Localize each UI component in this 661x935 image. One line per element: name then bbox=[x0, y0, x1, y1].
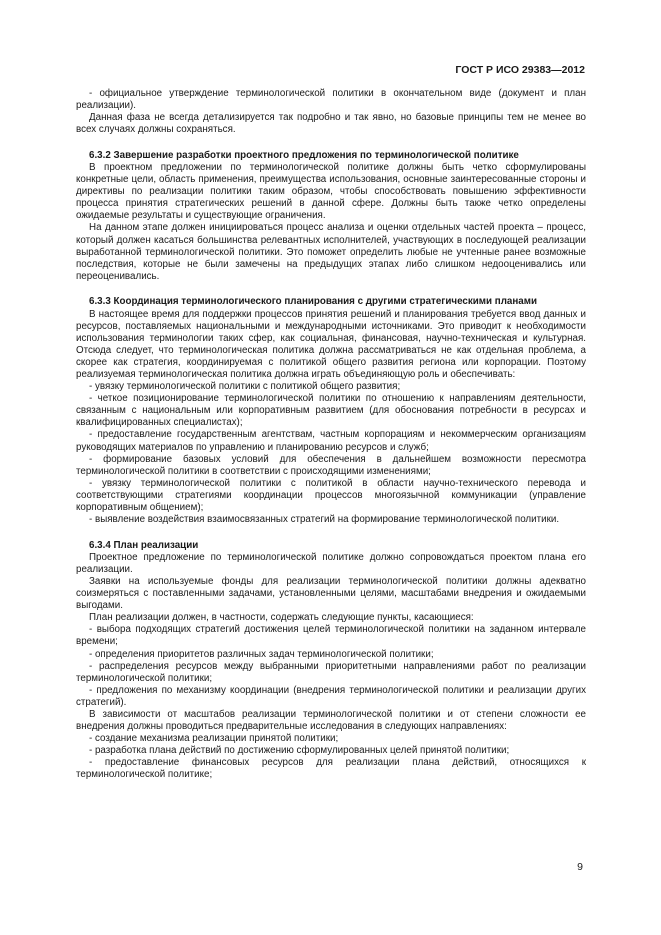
list-item: - разработка плана действий по достижению сформулированных целей принятой политики; bbox=[89, 745, 510, 757]
list-item: - формирование базовых условий для обеспечения в дальнейшем возможности пересмотра терминологической политики в соответствии с происходящими изменениями; bbox=[76, 453, 586, 477]
list-item: - определения приоритетов различных задач терминологической политики; bbox=[89, 648, 434, 660]
paragraph: В проектном предложении по терминологической политике должны быть четко сформулированы конкретные цели, область применения, преимущества использования, основные заинтересованные стороны и директивы по реализации политики таким образом, чтобы способствовать повышению эффективности процесса принятия стратегических решений в данной сфере. Должны быть также четко определены ожидаемые результаты и существующие ограничения. bbox=[76, 161, 586, 222]
list-item: - увязку терминологической политики с политикой общего развития; bbox=[89, 381, 401, 393]
list-item: - предоставление государственным агентствам, частным корпорациям и некоммерческим организациям руководящих материалов по управлению и планированию ресурсов и служб; bbox=[76, 429, 586, 453]
paragraph: На данном этапе должен инициироваться процесс анализа и оценки отдельных частей проекта – процесс, который должен касаться большинства релевантных исполнителей, участвующих в последующей реализации выработанной терминологической политики. Это поможет определить любые не учтенные ранее возможные последствия, которые не были замечены на предыдущих этапах либо слишком недооценивались или переоценивались. bbox=[76, 222, 586, 282]
list-item: - четкое позиционирование терминологической политики по отношению к направлениям деятельности, связанным с национальным или корпоративным развитием (для обоснования потребности в ресурсах и квалифицированных специалистах); bbox=[76, 393, 586, 429]
section-heading-6-3-3: 6.3.3 Координация терминологического планирования с другими стратегическими планами bbox=[89, 296, 538, 308]
document-body bbox=[76, 88, 586, 782]
list-item: - увязку терминологической политики с политикой в области научно-технического перевода и соответствующими стратегиями координации процессов многоязычной коммуникации (управление корпоративным общением); bbox=[76, 477, 586, 513]
standard-code-header: ГОСТ Р ИСО 29383—2012 bbox=[455, 64, 585, 76]
paragraph: В настоящее время для поддержки процессов принятия решений и планирования требуется ввод данных и ресурсов, поставляемых национальными и международными источниками. Это приводит к необходимости использования терминологии таких сфер, как социальная, финансовая, научно-техническая и культурная. Отсюда следует, что терминологическая политика должна рассматриваться не как отдельная проблема, а скорее как стратегия, координируемая с политикой общего развития региона или корпорации. Поэтому реализуемая терминологическая политика должна играть объединяющую роль и обеспечивать: bbox=[76, 308, 586, 380]
list-item: - выбора подходящих стратегий достижения целей терминологической политики на заданном интервале времени; bbox=[76, 624, 586, 648]
page-number: 9 bbox=[577, 861, 583, 873]
list-item: - предоставление финансовых ресурсов для реализации плана действий, относящихся к терминологической политике; bbox=[76, 757, 586, 781]
list-item: - предложения по механизму координации (внедрения терминологической политики и реализации других стратегий). bbox=[76, 684, 586, 708]
paragraph: Проектное предложение по терминологической политике должно сопровождаться проектом плана его реализации. bbox=[76, 551, 586, 575]
list-item: - распределения ресурсов между выбранными приоритетными направлениями работ по реализации терминологической политики; bbox=[76, 660, 586, 684]
paragraph: План реализации должен, в частности, содержать следующие пункты, касающиеся: bbox=[89, 612, 474, 624]
paragraph: Заявки на используемые фонды для реализации терминологической политики должны адекватно соизмеряться с поставленными задачами, установленными целями, масштабами внедрения и ожидаемыми выгодами. bbox=[76, 575, 586, 612]
paragraph: Данная фаза не всегда детализируется так подробно и так явно, но базовые принципы тем не менее во всех случаях должны сохраняться. bbox=[76, 112, 586, 136]
paragraph: - официальное утверждение терминологической политики в окончательном виде (документ и план реализации). bbox=[76, 88, 586, 112]
section-heading-6-3-2: 6.3.2 Завершение разработки проектного предложения по терминологической политике bbox=[89, 149, 519, 161]
section-heading-6-3-4: 6.3.4 План реализации bbox=[89, 539, 199, 551]
list-item: - выявление воздействия взаимосвязанных стратегий на формирование терминологической политики. bbox=[89, 514, 560, 526]
paragraph: В зависимости от масштабов реализации терминологической политики и от степени сложности ее внедрения должны проводиться предварительные исследования в следующих направлениях: bbox=[76, 709, 586, 733]
list-item: - создание механизма реализации принятой политики; bbox=[89, 733, 339, 745]
